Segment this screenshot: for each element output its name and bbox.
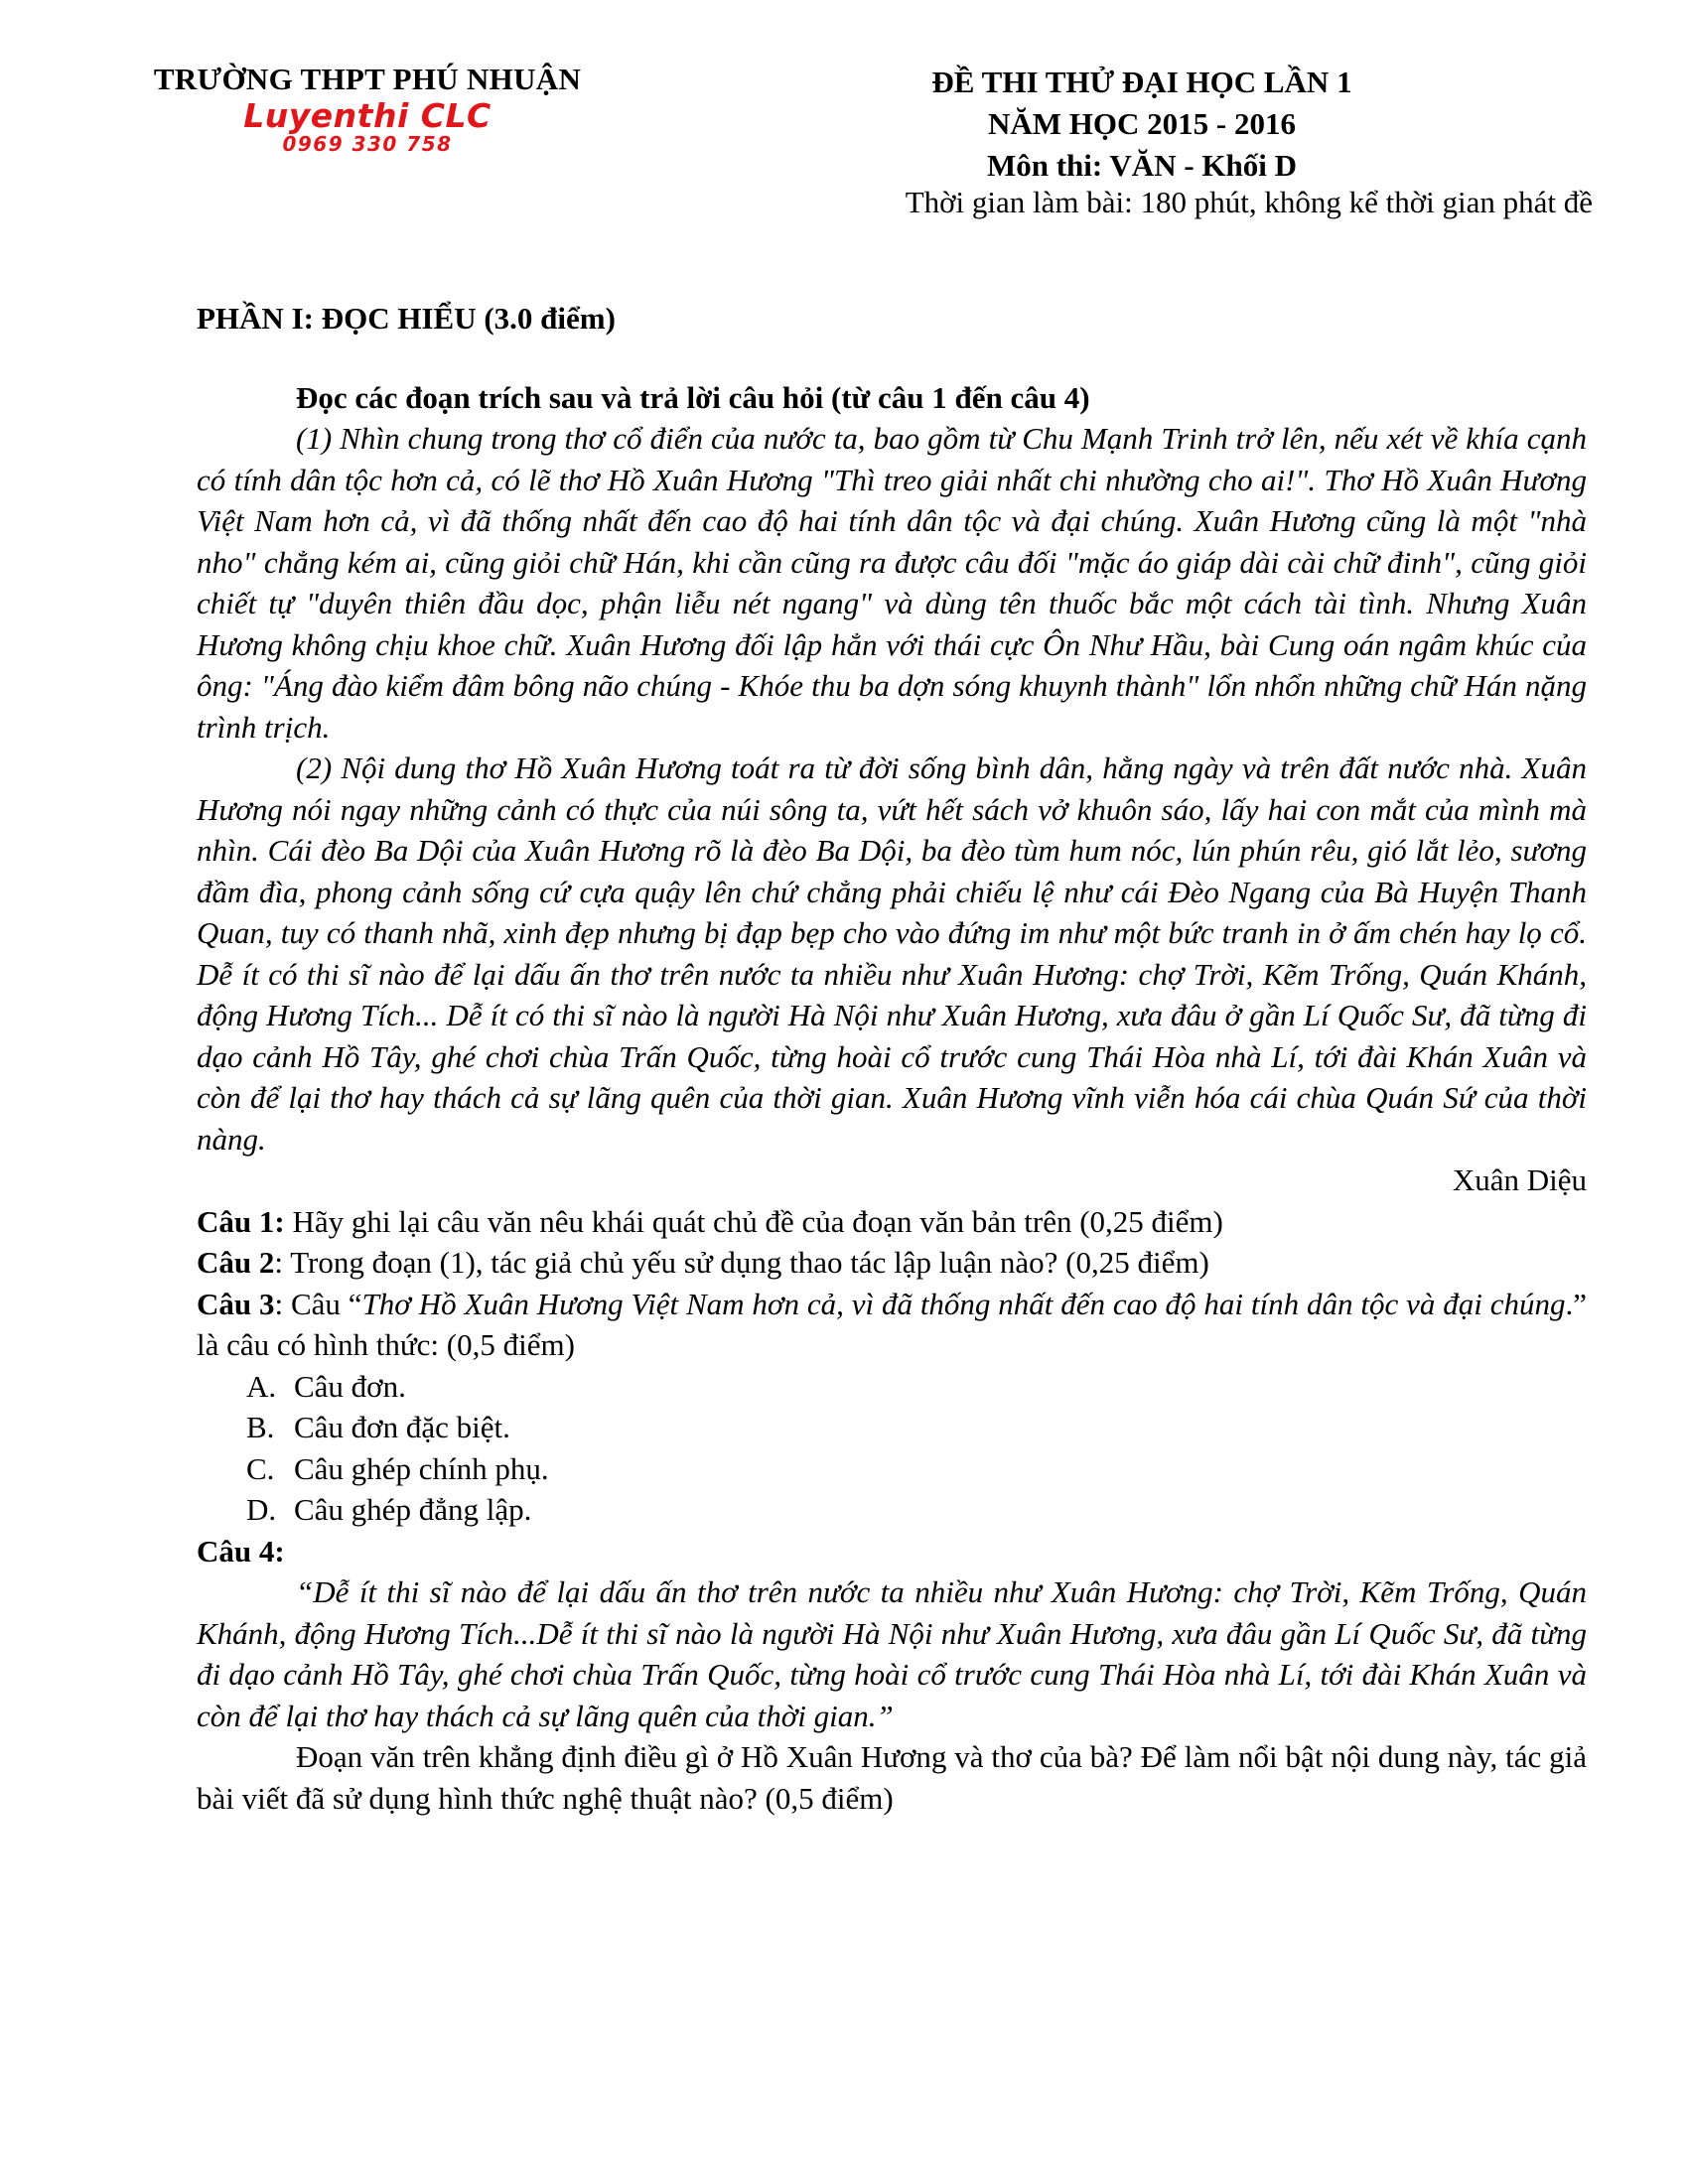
question-4-label: Câu 4:	[197, 1533, 285, 1569]
school-header	[149, 62, 586, 154]
option-text: Câu đơn.	[294, 1368, 406, 1404]
passage-author: Xuân Diệu	[1452, 1162, 1587, 1197]
option-text: Câu đơn đặc biệt.	[294, 1410, 510, 1444]
question-1-text: Hãy ghi lại câu văn nêu khái quát chủ đề của đoạn văn bản trên (0,25 điểm)	[284, 1203, 1223, 1239]
logo-name: Luyenthi CLC	[243, 96, 492, 135]
answer-option	[197, 1366, 1587, 1408]
question-3-quote: Thơ Hồ Xuân Hương Việt Nam hơn cả, vì đã thống nhất đến cao độ hai tính dân tộc và đại chúng	[361, 1286, 1566, 1321]
luyenthi-logo	[149, 96, 586, 156]
passage-paragraph-2: (2) Nội dung thơ Hồ Xuân Hương toát ra từ đời sống bình dân, hằng ngày và trên đất nước nhà. Xuân Hương nói ngay những cảnh có thực của núi sông ta, vứt hết sách vở khuôn sáo, lấy hai con mắt của mình mà nhìn. Cái đèo Ba Dội của Xuân Hương rõ là đèo Ba Dội, ba đèo tùm hum nóc, lún phún rêu, gió lắt lẻo, sương đầm đìa, phong cảnh sống cứ cựa quậy lên chứ chẳng phải chiếu lệ như cái Đèo Ngang của Bà Huyện Thanh Quan, tuy có thanh nhã, xinh đẹp nhưng bị đạp bẹp cho vào đứng im như một bức tranh in ở ấm chén hay lọ cổ. Dễ ít có thi sĩ nào để lại dấu ấn thơ trên nước ta nhiều như Xuân Hương: chợ Trời, Kẽm Trống, Quán Khánh, động Hương Tích... Dễ ít có thi sĩ nào là người Hà Nội như Xuân Hương, xưa đâu ở gần Lí Quốc Sư, đã từng đi dạo cảnh Hồ Tây, ghé chơi chùa Trấn Quốc, từng hoài cổ trước cung Thái Hòa nhà Lí, tới đài Khán Xuân và còn để lại thơ hay thách cả sự lãng quên của thời gian. Xuân Hương vĩnh viễn hóa cái chùa Quán Sứ của thời nàng.	[197, 751, 1587, 1157]
answer-option	[197, 1489, 1587, 1531]
section-title: PHẦN I: ĐỌC HIỂU (3.0 điểm)	[197, 301, 616, 336]
question-3	[197, 1284, 1587, 1366]
option-letter: B.	[246, 1410, 275, 1444]
question-1-label: Câu 1:	[197, 1203, 285, 1239]
exam-header	[854, 62, 1430, 187]
logo-phone: 0969 330 758	[282, 132, 453, 156]
option-letter: A.	[246, 1368, 277, 1404]
question-4-quote: “Dễ ít thi sĩ nào để lại dấu ấn thơ trên nước ta nhiều như Xuân Hương: chợ Trời, Kẽm Trống, Quán Khánh, động Hương Tích...Dễ ít thi sĩ nào là người Hà Nội như Xuân Hương, xưa đâu gần Lí Quốc Sư, đã từng đi dạo cảnh Hồ Tây, ghé chơi chùa Trấn Quốc, từng hoài cổ trước cung Thái Hòa nhà Lí, tới đài Khán Xuân và còn để lại thơ hay thách cả sự lãng quên của thời gian.”	[197, 1574, 1587, 1733]
question-3-pre: : Câu “	[274, 1286, 362, 1321]
school-name: TRƯỜNG THPT PHÚ NHUẬN	[153, 62, 582, 96]
question-1	[197, 1201, 1587, 1243]
exam-subject: Môn thi: VĂN - Khối D	[986, 148, 1298, 183]
question-3-post: .” là câu có hình thức: (0,5 điểm)	[197, 1286, 1587, 1362]
exam-time: Thời gian làm bài: 180 phút, không kể thời gian phát đề	[905, 185, 1593, 219]
question-2-text: : Trong đoạn (1), tác giả chủ yếu sử dụng thao tác lập luận nào? (0,25 điểm)	[274, 1245, 1209, 1280]
answer-option	[197, 1448, 1587, 1490]
option-letter: C.	[246, 1450, 275, 1486]
option-letter: D.	[246, 1492, 277, 1527]
question-2	[197, 1242, 1587, 1284]
question-2-label: Câu 2	[197, 1245, 275, 1280]
exam-title: ĐỀ THI THỬ ĐẠI HỌC LẦN 1	[931, 65, 1352, 99]
reading-instruction: Đọc các đoạn trích sau và trả lời câu hỏi (từ câu 1 đến câu 4)	[296, 379, 1090, 415]
passage-paragraph-1: (1) Nhìn chung trong thơ cổ điển của nước ta, bao gồm từ Chu Mạnh Trinh trở lên, nếu xét về khía cạnh có tính dân tộc hơn cả, có lẽ thơ Hồ Xuân Hương "Thì treo giải nhất chi nhường cho ai!". Thơ Hồ Xuân Hương Việt Nam hơn cả, vì đã thống nhất đến cao độ hai tính dân tộc và đại chúng. Xuân Hương cũng là một "nhà nho" chẳng kém ai, cũng giỏi chữ Hán, khi cần cũng ra được câu đối "mặc áo giáp dài cài chữ đinh", cũng giỏi chiết tự "duyên thiên đầu dọc, phận liễu nét ngang" và dùng tên thuốc bắc một cách tài tình. Nhưng Xuân Hương không chịu khoe chữ. Xuân Hương đối lập hẳn với thái cực Ôn Như Hầu, bài Cung oán ngâm khúc của ông: "Áng đào kiểm đâm bông não chúng - Khóe thu ba dợn sóng khuynh thành" lổn nhổn những chữ Hán nặng trình trịch.	[197, 421, 1587, 745]
question-4-text: Đoạn văn trên khẳng định điều gì ở Hồ Xuân Hương và thơ của bà? Để làm nổi bật nội dung này, tác giả bài viết đã sử dụng hình thức nghệ thuật nào? (0,5 điểm)	[197, 1739, 1587, 1816]
exam-body	[197, 298, 1587, 1819]
question-3-label: Câu 3	[197, 1286, 275, 1321]
school-year: NĂM HỌC 2015 - 2016	[988, 106, 1296, 141]
option-text: Câu ghép chính phụ.	[294, 1450, 549, 1486]
option-text: Câu ghép đẳng lập.	[294, 1492, 532, 1527]
answer-option	[197, 1407, 1587, 1448]
